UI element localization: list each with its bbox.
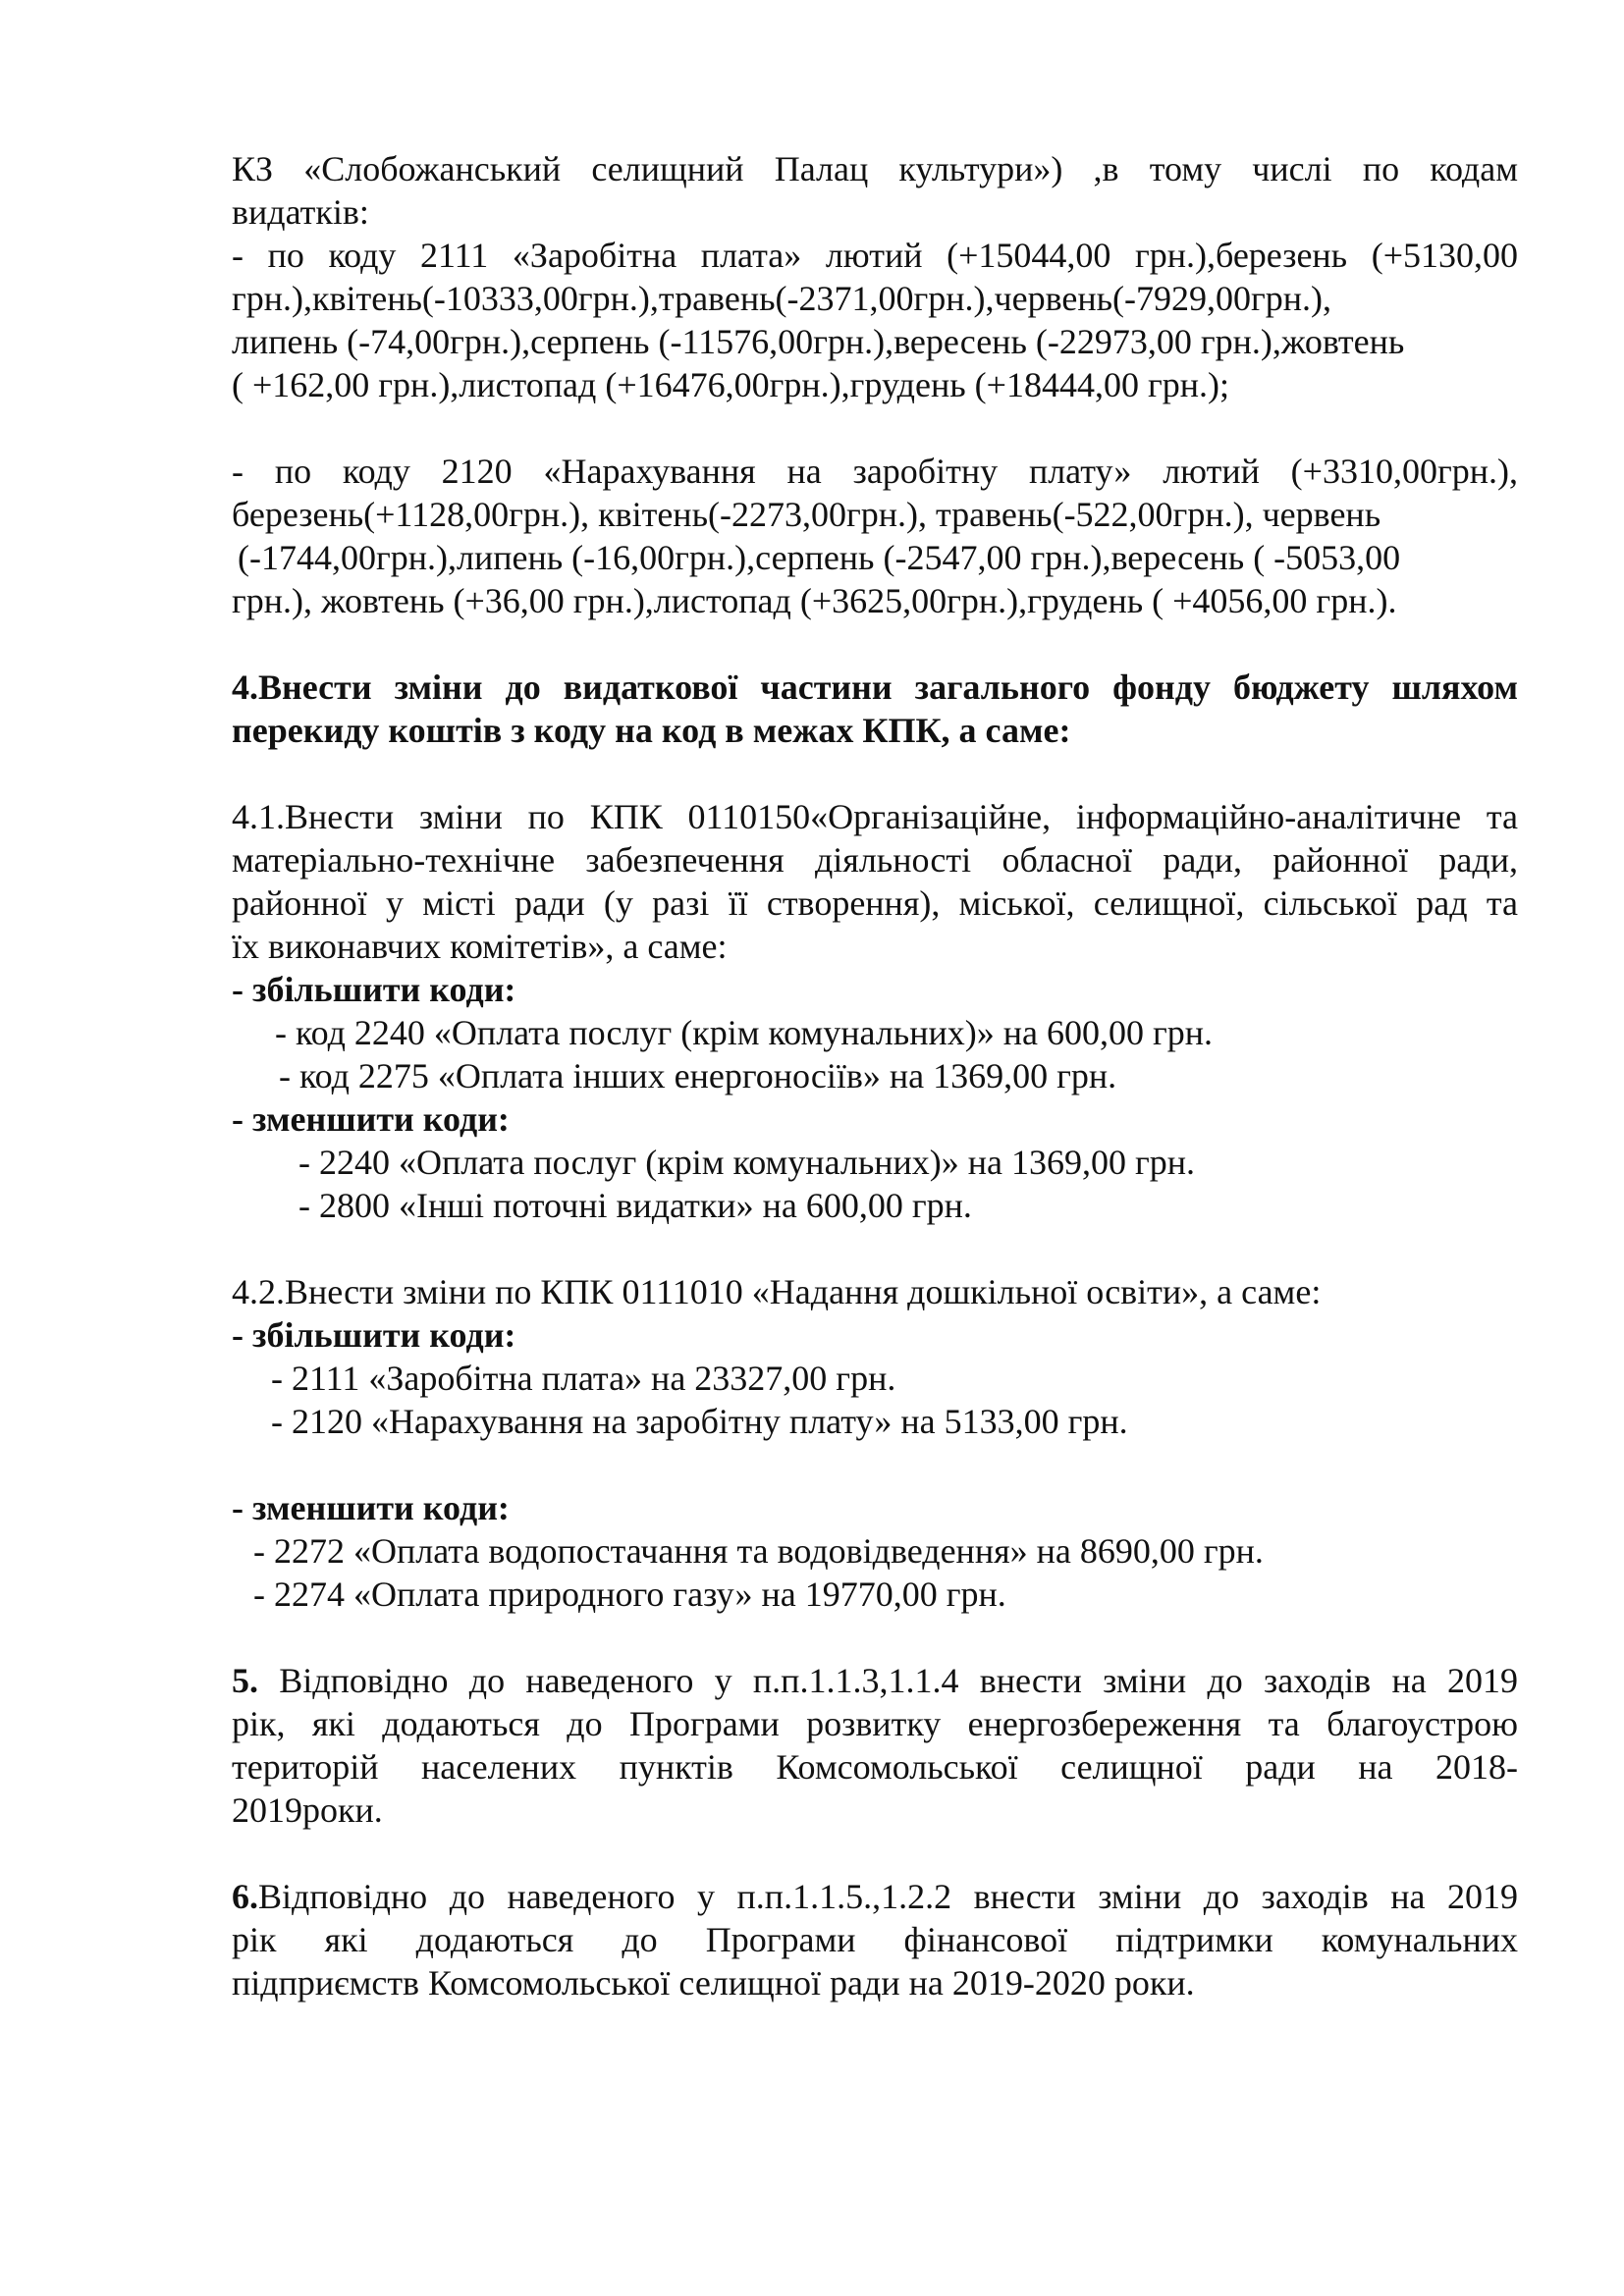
section-6-line: рік які додаються до Програми фінансової підтримки комунальних: [232, 1920, 1518, 1959]
increase-codes-label: - збільшити коди:: [232, 1315, 516, 1355]
section-4-1-line: 4.1.Внести зміни по КПК 0110150«Організаційне, інформаційно-аналітичне та: [232, 797, 1518, 836]
increase-codes-label: - збільшити коди:: [232, 970, 516, 1009]
decrease-codes-label: - зменшити коди:: [232, 1488, 510, 1527]
code-2120-line: березень(+1128,00грн.), квітень(-2273,00грн.), травень(-522,00грн.), червень: [232, 495, 1381, 534]
decrease-code-item: - 2272 «Оплата водопостачання та водовідведення» на 8690,00 грн.: [253, 1531, 1264, 1571]
intro-line: КЗ «Слобожанський селищний Палац культури») ,в тому числі по кодам: [232, 149, 1518, 188]
code-2120-line: - по коду 2120 «Нарахування на заробітну плату» лютий (+3310,00грн.),: [232, 452, 1518, 491]
section-4-2-line: 4.2.Внести зміни по КПК 0111010 «Надання дошкільної освіти», а саме:: [232, 1272, 1322, 1311]
section-5-line: територій населених пунктів Комсомольської селищної ради на 2018-: [232, 1747, 1518, 1787]
section-4-1-line: матеріально-технічне забезпечення діяльності обласної ради, районної ради,: [232, 840, 1518, 880]
section-5-text: Відповідно до наведеного у п.п.1.1.3,1.1.4 внести зміни до заходів на 2019: [258, 1661, 1518, 1700]
code-2111-line: липень (-74,00грн.),серпень (-11576,00грн.),вересень (-22973,00 грн.),жовтень: [232, 322, 1405, 361]
section-5-line: [232, 1659, 1518, 1702]
section-4-1-line: районної у місті ради (у разі її створення), міської, селищної, сільської рад та: [232, 883, 1518, 923]
section-6-line: підприємств Комсомольської селищної ради на 2019-2020 роки.: [232, 1963, 1195, 2002]
increase-code-item: - код 2275 «Оплата інших енергоносіїв» на 1369,00 грн.: [279, 1056, 1117, 1095]
section-6-number: 6.: [232, 1877, 258, 1916]
intro-line: видатків:: [232, 192, 369, 232]
section-4-1-line: їх виконавчих комітетів», а саме:: [232, 927, 728, 966]
section-6-text: Відповідно до наведеного у п.п.1.1.5.,1.2.2 внести зміни до заходів на 2019: [258, 1877, 1518, 1916]
section-5-line: 2019роки.: [232, 1790, 383, 1830]
increase-code-item: - 2120 «Нарахування на заробітну плату» на 5133,00 грн.: [271, 1402, 1128, 1441]
decrease-code-item: - 2274 «Оплата природного газу» на 19770,00 грн.: [253, 1575, 1006, 1614]
decrease-code-item: - 2800 «Інші поточні видатки» на 600,00 грн.: [298, 1186, 972, 1225]
code-2120-line: грн.), жовтень (+36,00 грн.),листопад (+3625,00грн.),грудень ( +4056,00 грн.).: [232, 581, 1397, 620]
section-4-heading: перекиду коштів з коду на код в межах КПК, а саме:: [232, 711, 1071, 750]
section-5-line: рік, які додаються до Програми розвитку енергозбереження та благоустрою: [232, 1704, 1518, 1743]
code-2111-line: - по коду 2111 «Заробітна плата» лютий (+15044,00 грн.),березень (+5130,00: [232, 236, 1518, 275]
decrease-codes-label: - зменшити коди:: [232, 1099, 510, 1139]
section-5-number: 5.: [232, 1661, 258, 1700]
code-2120-line: (-1744,00грн.),липень (-16,00грн.),серпень (-2547,00 грн.),вересень ( -5053,00: [238, 538, 1401, 577]
increase-code-item: - 2111 «Заробітна плата» на 23327,00 грн.: [271, 1359, 896, 1398]
decrease-code-item: - 2240 «Оплата послуг (крім комунальних)» на 1369,00 грн.: [298, 1143, 1196, 1182]
increase-code-item: - код 2240 «Оплата послуг (крім комунальних)» на 600,00 грн.: [275, 1013, 1213, 1052]
section-6-line: [232, 1875, 1518, 1918]
section-4-heading: 4.Внести зміни до видаткової частини загального фонду бюджету шляхом: [232, 667, 1518, 707]
code-2111-line: грн.),квітень(-10333,00грн.),травень(-2371,00грн.),червень(-7929,00грн.),: [232, 279, 1332, 318]
code-2111-line: ( +162,00 грн.),листопад (+16476,00грн.),грудень (+18444,00 грн.);: [232, 365, 1229, 404]
